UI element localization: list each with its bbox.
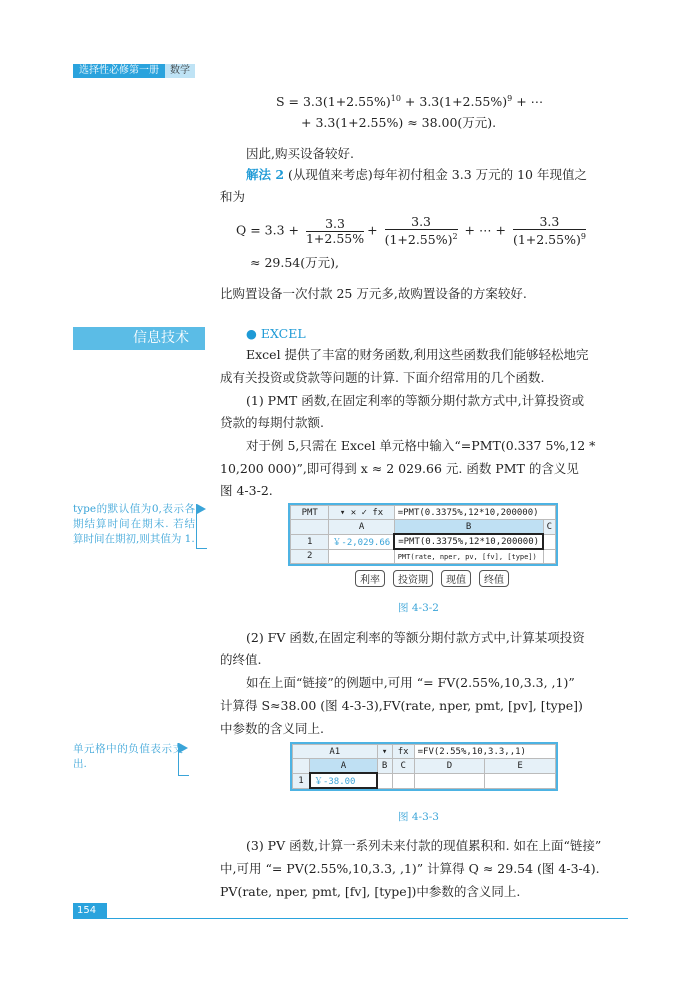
flag-marker <box>178 743 189 776</box>
row-header: 1 <box>291 534 329 549</box>
argument-labels <box>355 570 517 587</box>
formula-bar: =PMT(0.3375%,12*10,200000) <box>394 506 555 520</box>
figure-caption: 图 4-3-3 <box>398 811 439 823</box>
formula-part: + 3.3(1+2.55%) <box>400 94 508 110</box>
formula-exponent: 2 <box>452 232 458 241</box>
formula-s-line2: + 3.3(1+2.55%) ≈ 38.00(万元). <box>301 115 497 130</box>
name-box: PMT <box>291 506 329 520</box>
book-title: 选择性必修第一册 <box>73 64 165 78</box>
formula-exponent: 10 <box>390 94 401 103</box>
method2-line <box>220 165 630 185</box>
fx-icon: fx <box>392 745 414 759</box>
fraction <box>306 217 364 246</box>
column-header: A <box>329 520 394 535</box>
paragraph: 贷款的每期付款额. <box>220 415 324 430</box>
paragraph: 和为 <box>220 189 246 204</box>
cell-b1: =PMT(0.3375%,12*10,200000) <box>394 534 543 549</box>
denominator-base: (1+2.55%) <box>384 232 453 248</box>
figure-caption: 图 4-3-2 <box>398 602 439 614</box>
label-rate: 利率 <box>355 570 385 587</box>
paragraph: (3) PV 函数,计算一系列未来付款的现值累积和. 如在上面“链接” <box>246 838 602 853</box>
formula-bar: =FV(2.55%,10,3.3,,1) <box>414 745 555 759</box>
fraction <box>385 215 458 247</box>
cell-a2 <box>329 549 394 564</box>
subject-label: 数学 <box>165 64 195 78</box>
column-header: B <box>377 759 392 774</box>
paragraph: 比购置设备一次付款 25 万元多,故购置设备的方案较好. <box>220 286 527 301</box>
row-header-corner <box>293 759 310 774</box>
side-note-type: type的默认值为0,表示各期结算时间在期末. 若结算时间在期初,则其值为 1. <box>73 503 195 545</box>
paragraph: 如在上面“链接”的例题中,可用 “= FV(2.55%,10,3.3, ,1)” <box>246 675 575 690</box>
function-tooltip: PMT(rate, nper, pv, [fv], [type]) <box>394 549 543 564</box>
formula-s-line1 <box>276 89 686 112</box>
paragraph: 中,可用 “= PV(2.55%,10,3.3, ,1)” 计算得 Q ≈ 29.54 (图 4-3-4). <box>220 861 600 876</box>
paragraph: (1) PMT 函数,在固定利率的等额分期付款方式中,计算投资或 <box>246 393 585 408</box>
paragraph: 计算得 S≈38.00 (图 4-3-3),FV(rate, nper, pmt, [pv], [type]) <box>220 698 583 713</box>
row-header-corner <box>291 520 329 535</box>
formula-part: + ⋯ + <box>464 222 506 238</box>
label-pv: 现值 <box>441 570 471 587</box>
paragraph: 的终值. <box>220 652 262 667</box>
column-header: E <box>485 759 556 774</box>
formula-exponent: 9 <box>580 232 586 241</box>
paragraph: 图 4-3-2. <box>220 483 273 498</box>
paragraph-text: (从现值来考虑)每年初付租金 3.3 万元的 10 年现值之 <box>284 167 587 182</box>
row-header: 1 <box>293 773 310 788</box>
numerator: 3.3 <box>385 215 458 230</box>
formula-part: + ⋯ <box>512 94 544 110</box>
numerator: 3.3 <box>513 215 586 230</box>
info-tech-box: 信息技术 <box>73 327 205 350</box>
paragraph: PV(rate, nper, pmt, [fv], [type])中参数的含义同上. <box>220 884 521 899</box>
cell <box>485 773 556 788</box>
numerator: 3.3 <box>306 217 364 232</box>
method2-label: 解法 2 <box>246 167 285 182</box>
side-note-negative: 单元格中的负值表示支出. <box>73 743 183 770</box>
formula-q: Q = 3.3 + $\frac{3.3}{1+2.55\%}$ + $\frac{3.3}{(1+2.55\%)^2}$ + ⋯ + $\frac{3.3}{(1+2.55\%)^9}$ <box>236 214 586 248</box>
column-header: D <box>414 759 485 774</box>
paragraph: 10,200 000)”,即可得到 x ≈ 2 029.66 元. 函数 PMT 的含义见 <box>220 461 579 476</box>
dropdown-arrow: ▾ <box>377 745 392 759</box>
flag-marker <box>196 504 207 549</box>
name-box: A1 <box>293 745 378 759</box>
cell-c2 <box>543 549 555 564</box>
footer-rule <box>73 918 628 919</box>
paragraph: 因此,购买设备较好. <box>246 146 354 161</box>
formula-part: Q = 3.3 + <box>236 222 299 238</box>
denominator: 1+2.55% <box>305 230 365 246</box>
excel-screenshot-fv <box>290 742 558 791</box>
denominator <box>513 230 586 247</box>
running-header <box>73 64 195 78</box>
formula-part: S = 3.3(1+2.55%) <box>276 94 391 110</box>
column-header: A <box>310 759 377 774</box>
paragraph: 成有关投资或贷款等问题的计算. 下面介绍常用的几个函数. <box>220 370 545 385</box>
paragraph: 中参数的含义同上. <box>220 721 324 736</box>
excel-screenshot-pmt <box>288 503 558 566</box>
column-header: C <box>392 759 414 774</box>
cell <box>414 773 485 788</box>
denominator <box>385 230 458 247</box>
paragraph: 对于例 5,只需在 Excel 单元格中输入“=PMT(0.337 5%,12 * <box>246 438 596 453</box>
label-nper: 投资期 <box>393 570 433 587</box>
column-header: B <box>394 520 543 535</box>
cell-c1 <box>543 534 555 549</box>
formula-bar-icons: ▾ ✕ ✓ fx <box>329 506 394 520</box>
denominator-base: (1+2.55%) <box>512 232 581 248</box>
page-number: 154 <box>73 903 107 919</box>
label-fv: 终值 <box>479 570 509 587</box>
cell <box>377 773 392 788</box>
column-header: C <box>543 520 555 535</box>
cell <box>392 773 414 788</box>
formula-exponent: 9 <box>507 94 513 103</box>
row-header: 2 <box>291 549 329 564</box>
paragraph: Excel 提供了丰富的财务函数,利用这些函数我们能够轻松地完 <box>246 347 589 362</box>
cell-a1: ￥-2,029.66 <box>329 534 394 549</box>
excel-heading: ● EXCEL <box>246 326 306 341</box>
cell-a1: ￥-38.00 <box>310 773 377 788</box>
formula-q-result: ≈ 29.54(万元), <box>250 255 339 270</box>
paragraph: (2) FV 函数,在固定利率的等额分期付款方式中,计算某项投资 <box>246 630 585 645</box>
fraction <box>513 215 586 247</box>
